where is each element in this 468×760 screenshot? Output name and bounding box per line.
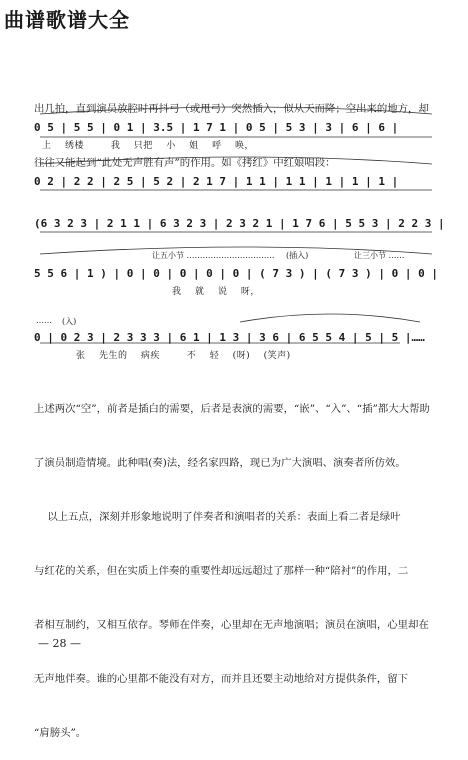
- body-paragraph: [34, 364, 436, 760]
- slur-row-2: [40, 157, 432, 164]
- notation-row-4: 5 5 6 | 1 ) | 0 | 0 | 0 | 0 | 0 | ( 7 3 ) | ( 7 3 ) | 0 | 0 |: [34, 266, 438, 280]
- notation-row-3: (6 3 2 3 | 2 1 1 | 6 3 2 3 | 2 3 2 1 | 1 7 6 | 5 5 3 | 2 2 3 |: [34, 216, 445, 230]
- body-line-7: “肩膀头”。: [34, 727, 87, 739]
- notation-row-5: 0 | 0 2 3 | 2 3 3 3 | 6 1 | 1 3 | 3 6 | 6 5 5 4 | 5 | 5 |……: [34, 330, 425, 344]
- lyrics-row-1: 上 绣楼 我 只把 小 姐 呼 唤，: [42, 141, 255, 151]
- lyrics-row-3: 张 先生的 病疾 不 轻 (呀) (笑声): [76, 351, 291, 361]
- body-line-6: 无声地伴奏。谁的心里都不能没有对方，而并且还要主动地给对方提供条件，留下: [34, 673, 409, 685]
- annotation-let-five: 让五小节 ……………………………: [152, 251, 275, 260]
- slur-row-1: [40, 107, 432, 114]
- notation-row-2: 0 2 | 2 2 | 2 5 | 5 2 | 2 1 7 | 1 1 | 1 1 | 1 | 1 | 1 |: [34, 174, 399, 188]
- slur-row-5: [240, 314, 420, 322]
- body-line-1: 上述两次“空”，前者是插白的需要，后者是表演的需要，“嵌”、“入”、“插”都大大帮助: [34, 403, 430, 415]
- body-line-5: 者相互制约，又相互依存。琴师在伴奏，心里却在无声地演唱；演员在演唱，心里却在: [34, 619, 429, 631]
- annotation-enter: (入): [62, 317, 77, 326]
- body-line-2: 了演员制造情境。此种唱(奏)法，经名家四路，现已为广大演唱、演奏者所仿效。: [34, 457, 406, 469]
- annotation-let-three: 让三小节 ……: [354, 251, 405, 260]
- lyrics-row-2: 我 就 说 呀，: [172, 287, 260, 297]
- page-number: — 28 —: [38, 637, 81, 650]
- intro-line-2: 往往又能起到“此处无声胜有声”的作用。如《拷红》中红娘唱段：: [34, 157, 336, 169]
- notation-row-1: 0 5 | 5 5 | 0 1 | 3.5 | 1 7 1 | 0 5 | 5 3 | 3 | 6 | 6 |: [34, 120, 399, 134]
- annotation-insert-dots: ……: [36, 316, 52, 325]
- body-line-4: 与红花的关系，但在实质上伴奏的重要性却远远超过了那样一种“陪衬”的作用，二: [34, 565, 409, 577]
- intro-line-1: 出几拍，直到演员放腔时再抖弓（或甩弓）突然插入，似从天而降；空出来的地方，却: [34, 103, 429, 115]
- body-line-3: 以上五点，深刻并形象地说明了伴奏者和演唱者的关系：表面上看二者是绿叶: [34, 511, 401, 523]
- annotation-insert: (插入): [286, 251, 309, 260]
- site-title: 曲谱歌谱大全: [4, 8, 130, 32]
